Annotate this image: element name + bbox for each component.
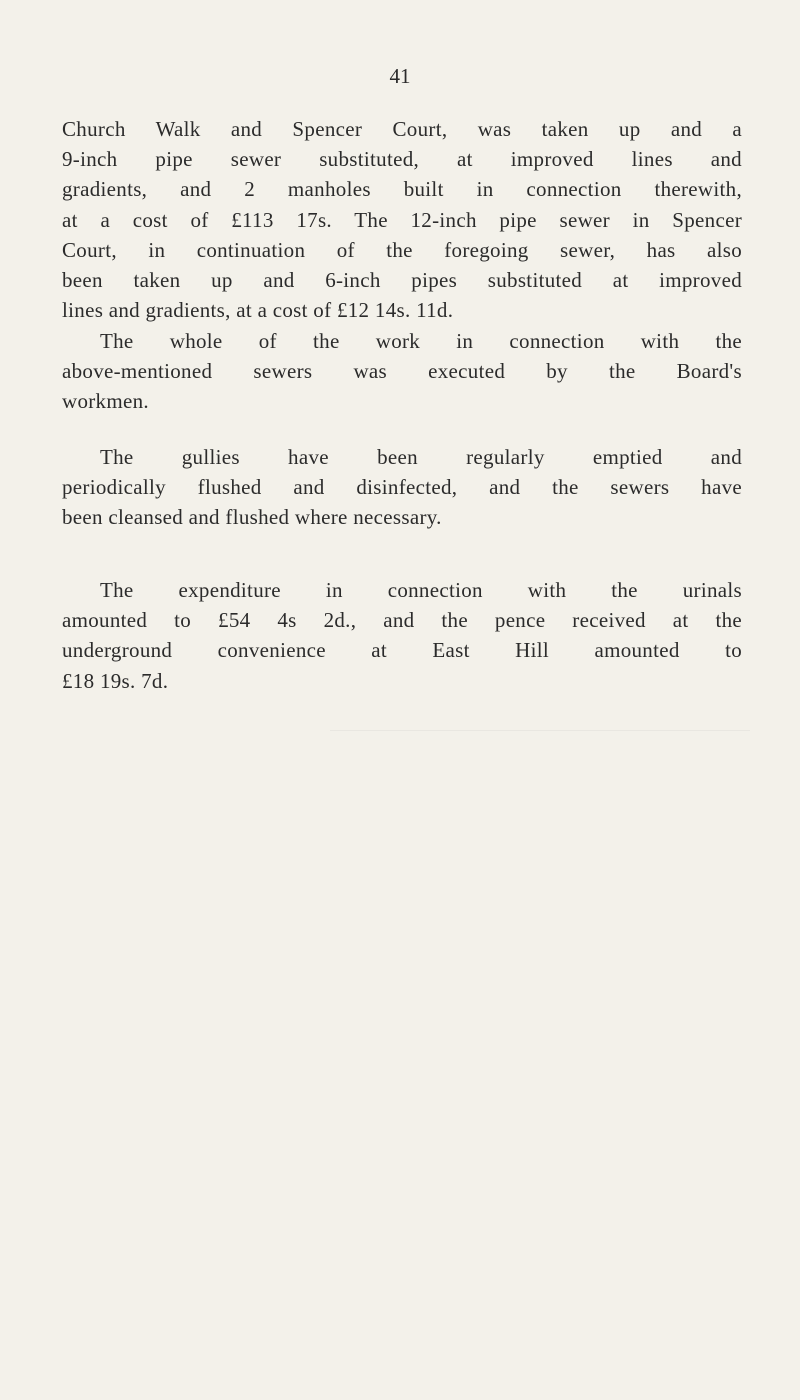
paragraph-3 xyxy=(62,442,742,533)
paragraph-line: Court, in continuation of the foregoing sewer, has also xyxy=(62,237,742,262)
paragraph-line: £18 19s. 7d. xyxy=(62,668,169,693)
paragraph-line: above-mentioned sewers was executed by the Board's xyxy=(62,359,742,384)
page-number: 41 xyxy=(389,64,411,88)
paragraph-line: The gullies have been regularly emptied and xyxy=(100,445,742,469)
paragraph-line: gradients, and 2 manholes built in connection therewith, xyxy=(62,177,742,202)
paragraph-2 xyxy=(62,326,742,417)
paragraph-line: underground convenience at East Hill amounted to xyxy=(62,638,742,663)
paragraph-line: 9-inch pipe sewer substituted, at improved lines and xyxy=(62,147,742,172)
paragraph-4 xyxy=(62,575,742,696)
paragraph-line: amounted to £54 4s 2d., and the pence received at the xyxy=(62,608,742,633)
paragraph-line: been cleansed and flushed where necessary. xyxy=(62,505,442,530)
paragraph-line: The expenditure in connection with the urinals xyxy=(100,578,742,602)
paragraph-1 xyxy=(62,114,742,325)
paragraph-line: at a cost of £113 17s. The 12-inch pipe sewer in Spencer xyxy=(62,207,742,232)
paragraph-line: workmen. xyxy=(62,389,149,414)
paragraph-line: been taken up and 6-inch pipes substituted at improved xyxy=(62,268,742,293)
paragraph-line: Church Walk and Spencer Court, was taken up and a xyxy=(62,117,742,141)
show-through-text xyxy=(330,700,750,1260)
paragraph-line: lines and gradients, at a cost of £12 14s. 11d. xyxy=(62,298,454,323)
paragraph-line: periodically flushed and disinfected, and the sewers have xyxy=(62,475,742,500)
paragraph-line: The whole of the work in connection with the xyxy=(100,329,742,353)
